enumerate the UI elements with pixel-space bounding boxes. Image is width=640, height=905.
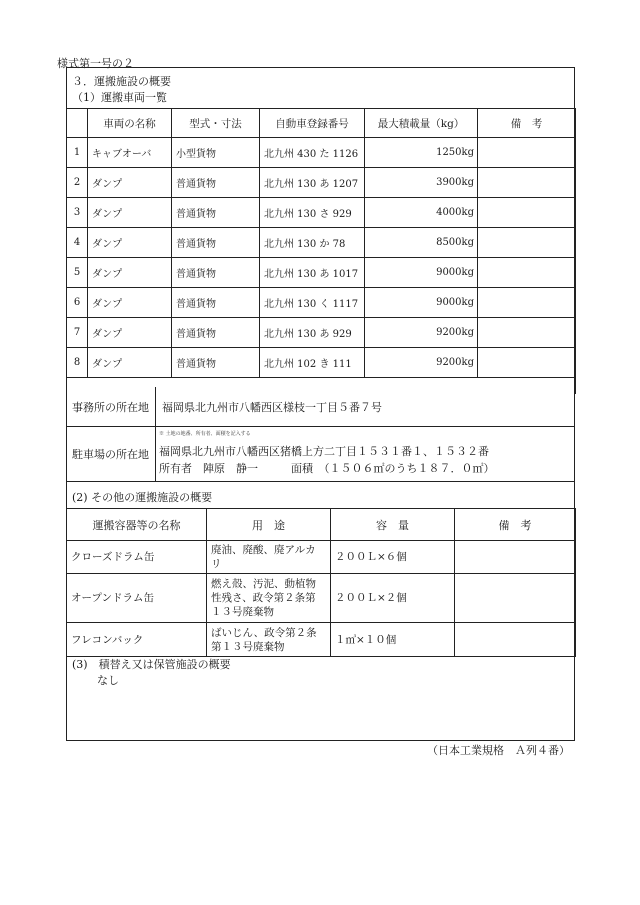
- container-table-header: [67, 509, 576, 541]
- table-row: [67, 228, 576, 258]
- table-row: [67, 138, 576, 168]
- vehicle-remarks: [478, 288, 576, 318]
- header-capacity: 容 量: [331, 509, 455, 541]
- vehicle-name: ダンプ: [88, 318, 172, 348]
- row-number: 6: [67, 288, 88, 318]
- parking-owner-area: 所有者 陣原 静一 面積 （１５０６㎡のうち１８７．０㎡）: [159, 462, 495, 475]
- header-number: [67, 109, 88, 138]
- vehicle-remarks: [478, 168, 576, 198]
- container-table: [66, 508, 576, 657]
- vehicle-type: 小型貨物: [172, 138, 260, 168]
- row-number: 4: [67, 228, 88, 258]
- container-capacity: ２００Ｌ×２個: [331, 574, 455, 623]
- container-name: クローズドラム缶: [67, 541, 207, 574]
- vehicle-remarks: [478, 258, 576, 288]
- vehicle-type: 普通貨物: [172, 348, 260, 378]
- table-row: [67, 623, 576, 657]
- table-row: [67, 198, 576, 228]
- vehicle-remarks: [478, 228, 576, 258]
- parking-location-row: [66, 427, 575, 482]
- header-registration: 自動車登録番号: [260, 109, 365, 138]
- parking-address: 福岡県北九州市八幡西区猪橋上方二丁目１５３１番１、１５３２番: [159, 445, 489, 458]
- vehicle-remarks: [478, 138, 576, 168]
- table-row: [67, 574, 576, 623]
- vehicle-registration: 北九州 130 か 78: [260, 228, 365, 258]
- container-use: 廃油、廃酸、廃アルカリ: [207, 541, 331, 574]
- header-vehicle-name: 車両の名称: [88, 109, 172, 138]
- office-location-label: 事務所の所在地: [66, 387, 156, 426]
- vehicle-type: 普通貨物: [172, 168, 260, 198]
- header-use: 用 途: [207, 509, 331, 541]
- form-id: 様式第一号の２: [57, 57, 134, 70]
- table-row: [67, 288, 576, 318]
- table-row: [67, 168, 576, 198]
- container-remarks: [455, 541, 576, 574]
- parking-instruction-note: ※ 土地の地番、所有者、面積を記入する: [159, 431, 251, 437]
- table-row: [67, 258, 576, 288]
- table-row: [67, 318, 576, 348]
- vehicle-registration: 北九州 130 く 1117: [260, 288, 365, 318]
- row-number: 2: [67, 168, 88, 198]
- vehicle-max-load: 9000kg: [365, 288, 478, 318]
- row-number: 8: [67, 348, 88, 378]
- vehicle-type: 普通貨物: [172, 258, 260, 288]
- vehicle-registration: 北九州 130 さ 929: [260, 198, 365, 228]
- container-use: 燃え殻、汚泥、動植物性残さ、政令第２条第１３号廃棄物: [207, 574, 331, 623]
- vehicle-max-load: 4000kg: [365, 198, 478, 228]
- container-remarks: [455, 574, 576, 623]
- office-location-row: [66, 387, 575, 427]
- vehicle-name: キャブオーバ: [88, 138, 172, 168]
- vehicle-table-header: [67, 109, 576, 138]
- office-location-value: 福岡県北九州市八幡西区様枝一丁目５番７号: [162, 401, 382, 414]
- vehicle-name: ダンプ: [88, 228, 172, 258]
- row-number: 1: [67, 138, 88, 168]
- vehicle-type: 普通貨物: [172, 288, 260, 318]
- container-capacity: ２００Ｌ×６個: [331, 541, 455, 574]
- subsection2-title: (2) その他の運搬施設の概要: [72, 491, 213, 504]
- vehicle-max-load: 3900kg: [365, 168, 478, 198]
- vehicle-remarks: [478, 318, 576, 348]
- vehicle-name: ダンプ: [88, 258, 172, 288]
- section3-title: ３．運搬施設の概要: [72, 75, 171, 88]
- vehicle-max-load: 9200kg: [365, 318, 478, 348]
- header-container-name: 運搬容器等の名称: [67, 509, 207, 541]
- subsection1-title: （1）運搬車両一覧: [72, 91, 167, 104]
- header-max-load: 最大積載量（kg）: [365, 109, 478, 138]
- vehicle-remarks: [478, 198, 576, 228]
- vehicle-registration: 北九州 130 あ 1017: [260, 258, 365, 288]
- row-number: 5: [67, 258, 88, 288]
- vehicle-max-load: 9200kg: [365, 348, 478, 378]
- container-name: フレコンバック: [67, 623, 207, 657]
- vehicle-table: [66, 108, 576, 394]
- vehicle-name: ダンプ: [88, 168, 172, 198]
- vehicle-name: ダンプ: [88, 348, 172, 378]
- header-type-size: 型式・寸法: [172, 109, 260, 138]
- vehicle-max-load: 9000kg: [365, 258, 478, 288]
- row-number: 3: [67, 198, 88, 228]
- vehicle-registration: 北九州 102 き 111: [260, 348, 365, 378]
- vehicle-type: 普通貨物: [172, 318, 260, 348]
- header-remarks: 備 考: [478, 109, 576, 138]
- table-row: [67, 541, 576, 574]
- subsection3-title: (3) 積替え又は保管施設の概要: [72, 658, 231, 671]
- container-remarks: [455, 623, 576, 657]
- parking-location-label: 駐車場の所在地: [66, 427, 156, 481]
- row-number: 7: [67, 318, 88, 348]
- vehicle-type: 普通貨物: [172, 198, 260, 228]
- jis-paper-size-note: （日本工業規格 Ａ列４番）: [427, 744, 570, 757]
- vehicle-name: ダンプ: [88, 288, 172, 318]
- vehicle-name: ダンプ: [88, 198, 172, 228]
- header-container-remarks: 備 考: [455, 509, 576, 541]
- container-name: オープンドラム缶: [67, 574, 207, 623]
- vehicle-type: 普通貨物: [172, 228, 260, 258]
- container-use: ばいじん、政令第２条第１３号廃棄物: [207, 623, 331, 657]
- vehicle-max-load: 8500kg: [365, 228, 478, 258]
- vehicle-registration: 北九州 430 た 1126: [260, 138, 365, 168]
- table-row: [67, 348, 576, 378]
- vehicle-registration: 北九州 130 あ 929: [260, 318, 365, 348]
- vehicle-registration: 北九州 130 あ 1207: [260, 168, 365, 198]
- vehicle-max-load: 1250kg: [365, 138, 478, 168]
- vehicle-remarks: [478, 348, 576, 378]
- container-capacity: １㎥×１０個: [331, 623, 455, 657]
- subsection3-body: なし: [97, 674, 119, 687]
